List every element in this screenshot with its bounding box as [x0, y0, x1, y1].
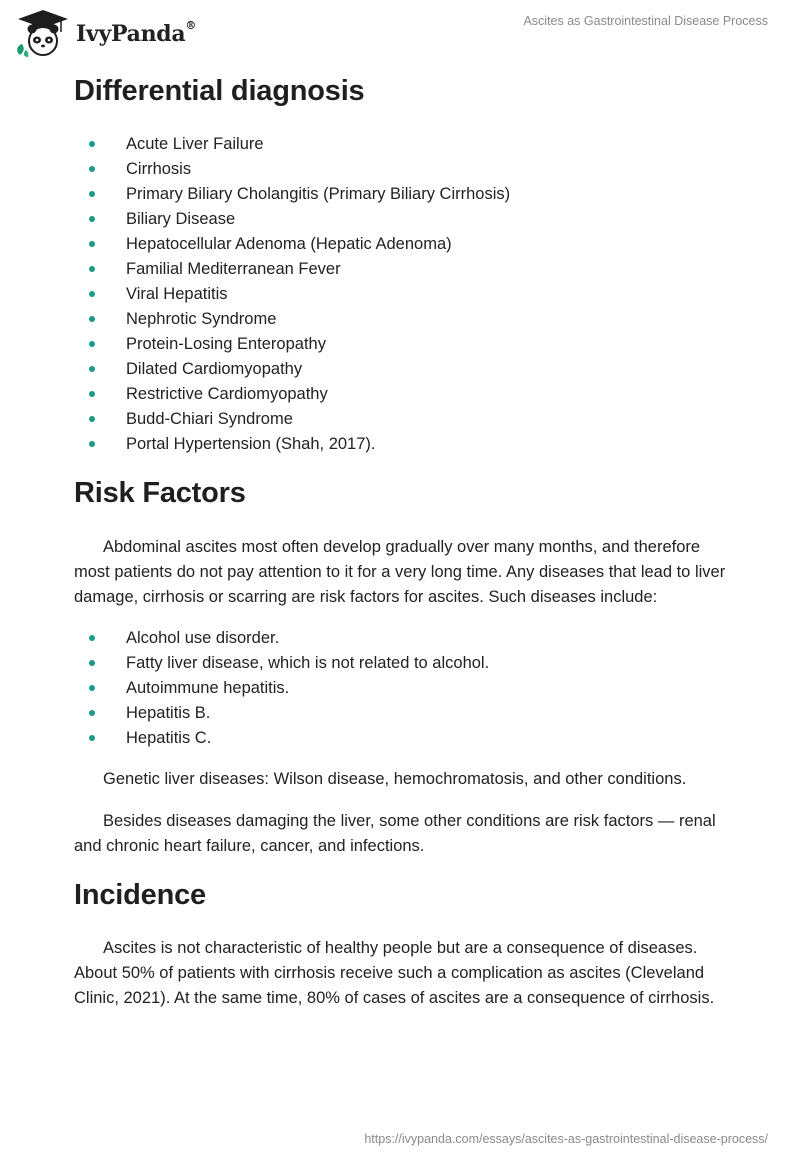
- list-item-text: Hepatocellular Adenoma (Hepatic Adenoma): [126, 235, 452, 253]
- bullet-icon: [89, 316, 95, 322]
- risk-intro-paragraph: Abdominal ascites most often develop gradually over many months, and therefore most patients do not pay attention to it for a very long time. Any diseases that lead to liver damage, cirrhosis or scarring are risk factors for ascites. Such diseases include:: [74, 538, 726, 606]
- bullet-icon: [89, 635, 95, 641]
- bullet-icon: [89, 710, 95, 716]
- panda-graduate-icon: [14, 8, 72, 58]
- brand-name: IvyPanda®: [76, 18, 197, 47]
- list-item-text: Alcohol use disorder.: [126, 629, 280, 647]
- list-item-text: Protein-Losing Enteropathy: [126, 335, 326, 353]
- source-url[interactable]: https://ivypanda.com/essays/ascites-as-gastrointestinal-disease-process/: [364, 1132, 768, 1146]
- differential-list-item: [74, 282, 510, 307]
- page-header: [0, 0, 800, 70]
- bullet-icon: [89, 366, 95, 372]
- list-item-text: Primary Biliary Cholangitis (Primary Biliary Cirrhosis): [126, 185, 511, 203]
- bullet-icon: [89, 685, 95, 691]
- bullet-icon: [89, 166, 95, 172]
- list-item-text: Portal Hypertension (Shah, 2017).: [126, 435, 376, 453]
- list-item-text: Hepatitis B.: [126, 704, 211, 722]
- bullet-icon: [89, 191, 95, 197]
- differential-list-item: [74, 232, 510, 257]
- differential-list-item: [74, 407, 510, 432]
- bullet-icon: [89, 391, 95, 397]
- list-item-text: Nephrotic Syndrome: [126, 310, 277, 328]
- heading-differential-diagnosis: Differential diagnosis: [74, 75, 365, 107]
- list-item-text: Autoimmune hepatitis.: [126, 679, 290, 697]
- bullet-icon: [89, 291, 95, 297]
- risk-list-item: [74, 701, 489, 726]
- differential-list-item: [74, 157, 510, 182]
- bullet-icon: [89, 341, 95, 347]
- bullet-icon: [89, 416, 95, 422]
- differential-list-item: [74, 357, 510, 382]
- risk-list-item: [74, 726, 489, 751]
- bullet-icon: [89, 735, 95, 741]
- list-item-text: Restrictive Cardiomyopathy: [126, 385, 328, 403]
- heading-risk-factors: Risk Factors: [74, 477, 246, 509]
- list-item-text: Familial Mediterranean Fever: [126, 260, 341, 278]
- bullet-icon: [89, 216, 95, 222]
- bullet-icon: [89, 441, 95, 447]
- differential-list-item: [74, 432, 510, 457]
- differential-list-item: [74, 332, 510, 357]
- list-item-text: Dilated Cardiomyopathy: [126, 360, 303, 378]
- differential-list-item: [74, 182, 510, 207]
- list-item-text: Fatty liver disease, which is not related to alcohol.: [126, 654, 490, 672]
- differential-list-item: [74, 307, 510, 332]
- document-title: Ascites as Gastrointestinal Disease Process: [523, 14, 768, 28]
- list-item-text: Cirrhosis: [126, 160, 192, 178]
- bullet-icon: [89, 660, 95, 666]
- list-item-text: Hepatitis C.: [126, 729, 212, 747]
- heading-incidence: Incidence: [74, 879, 206, 911]
- genetic-paragraph: Genetic liver diseases: Wilson disease, hemochromatosis, and other conditions.: [103, 770, 687, 788]
- differential-list-item: [74, 207, 510, 232]
- risk-list-item: [74, 626, 489, 651]
- incidence-paragraph: Ascites is not characteristic of healthy people but are a consequence of diseases. About 50% of patients with cirrhosis receive such a complication as ascites (Cleveland Clinic, 2021). At the same time, 80% of cases of ascites are a consequence of cirrhosis.: [74, 939, 715, 1007]
- bullet-icon: [89, 241, 95, 247]
- bullet-icon: [89, 266, 95, 272]
- differential-list-item: [74, 132, 510, 157]
- risk-disease-list: [74, 626, 489, 751]
- other-conditions-paragraph: Besides diseases damaging the liver, some other conditions are risk factors — renal and chronic heart failure, cancer, and infections.: [74, 812, 716, 855]
- bullet-icon: [89, 141, 95, 147]
- risk-list-item: [74, 651, 489, 676]
- list-item-text: Biliary Disease: [126, 210, 236, 228]
- differential-list-item: [74, 382, 510, 407]
- list-item-text: Acute Liver Failure: [126, 135, 264, 153]
- list-item-text: Viral Hepatitis: [126, 285, 228, 303]
- differential-list-item: [74, 257, 510, 282]
- differential-diagnosis-list: [74, 132, 510, 457]
- ivypanda-logo[interactable]: [14, 8, 214, 58]
- list-item-text: Budd-Chiari Syndrome: [126, 410, 293, 428]
- risk-list-item: [74, 676, 489, 701]
